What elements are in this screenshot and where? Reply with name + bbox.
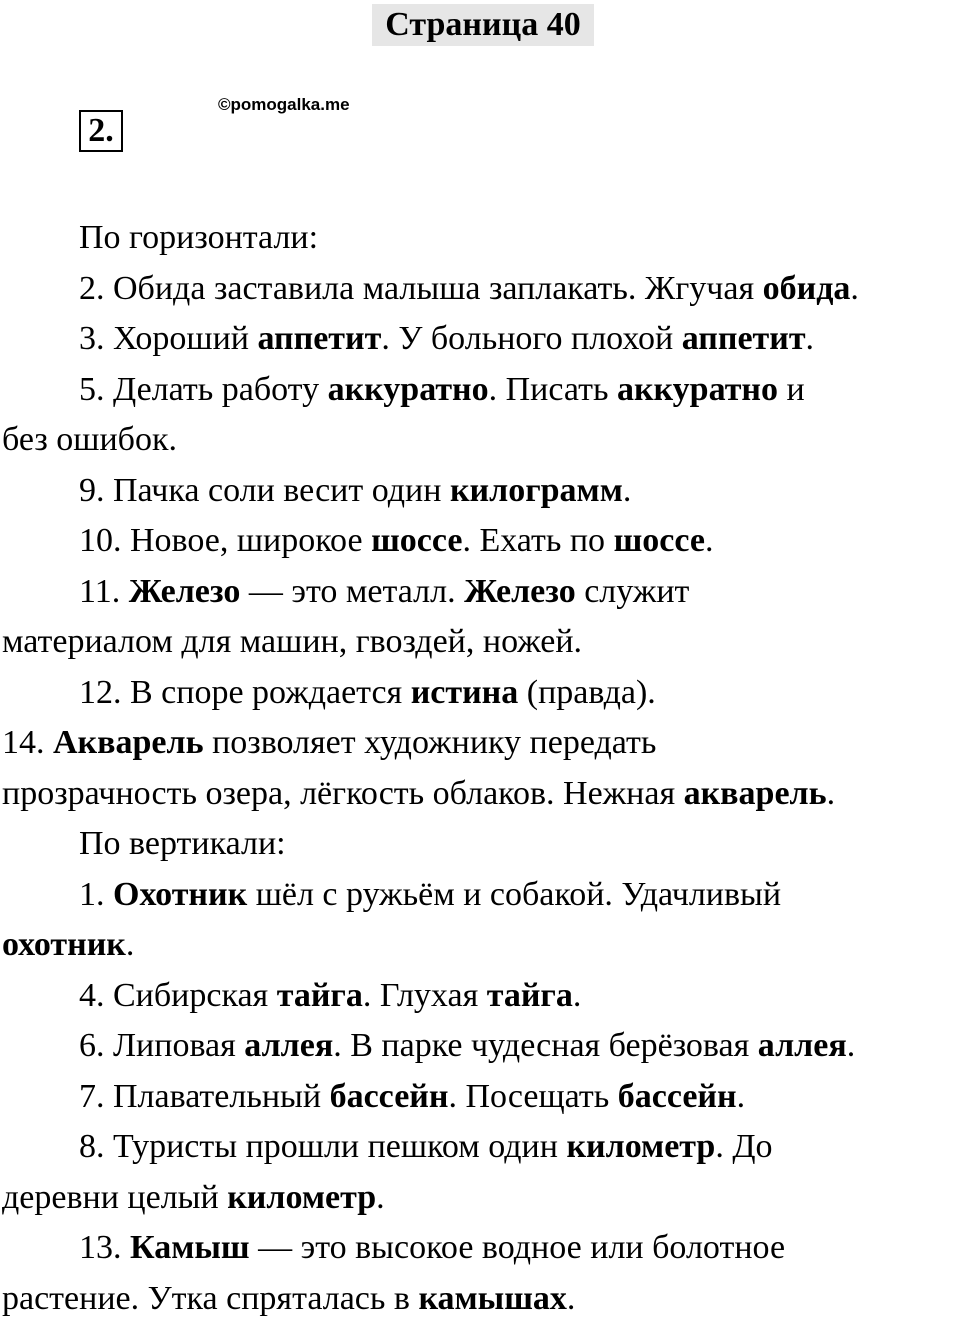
text-fragment: — это металл. — [240, 573, 464, 610]
answer-word: километр — [227, 1179, 376, 1216]
answer-word: Акварель — [53, 724, 204, 761]
text-fragment: . Глухая — [363, 977, 487, 1014]
text-fragment: . — [705, 522, 714, 559]
text-fragment: без ошибок. — [2, 421, 177, 458]
text-fragment: По вертикали: — [79, 825, 286, 862]
text-fragment: прозрачность озера, лёгкость облаков. Нежная — [2, 775, 684, 812]
text-fragment: . — [623, 472, 632, 509]
answer-word: обида — [763, 270, 851, 307]
text-line — [2, 1274, 960, 1324]
answer-word: аллея — [758, 1027, 847, 1064]
text-line — [2, 718, 960, 769]
text-fragment: растение. Утка спряталась в — [2, 1280, 418, 1317]
text-line — [2, 1173, 960, 1224]
answer-word: бассейн — [618, 1078, 737, 1115]
text-fragment: позволяет художнику передать — [204, 724, 657, 761]
text-fragment: . Ехать по — [462, 522, 613, 559]
answer-word: шоссе — [614, 522, 705, 559]
text-fragment: . Писать — [489, 371, 617, 408]
text-fragment: 8. Туристы прошли пешком один — [79, 1128, 566, 1165]
answer-text — [2, 213, 960, 1324]
text-line — [2, 264, 960, 315]
text-fragment: . — [847, 1027, 856, 1064]
text-line — [2, 769, 960, 820]
text-fragment: 13. — [79, 1229, 130, 1266]
answer-word: километр — [566, 1128, 715, 1165]
text-fragment: . — [573, 977, 582, 1014]
text-fragment: 9. Пачка соли весит один — [79, 472, 450, 509]
text-fragment: . — [376, 1179, 385, 1216]
text-line — [2, 617, 960, 668]
text-fragment: (правда). — [518, 674, 656, 711]
answer-word: аппетит — [257, 320, 381, 357]
text-line — [2, 819, 960, 870]
answer-word: истина — [411, 674, 519, 711]
answer-word: Железо — [129, 573, 241, 610]
text-fragment: 6. Липовая — [79, 1027, 244, 1064]
text-fragment: шёл с ружьём и собакой. Удачливый — [247, 876, 781, 913]
answer-word: аппетит — [682, 320, 806, 357]
text-fragment: 5. Делать работу — [79, 371, 328, 408]
text-fragment: 3. Хороший — [79, 320, 257, 357]
text-line — [2, 1072, 960, 1123]
text-line — [2, 314, 960, 365]
text-line — [2, 1223, 960, 1274]
text-line — [2, 1021, 960, 1072]
answer-word: Камыш — [130, 1229, 250, 1266]
text-fragment: . До — [715, 1128, 772, 1165]
answer-word: аккуратно — [328, 371, 489, 408]
text-line — [2, 1122, 960, 1173]
text-line — [2, 466, 960, 517]
text-fragment: материалом для машин, гвоздей, ножей. — [2, 623, 582, 660]
text-fragment: деревни целый — [2, 1179, 227, 1216]
answer-word: Железо — [464, 573, 576, 610]
text-fragment: служит — [576, 573, 690, 610]
watermark: ©pomogalka.me — [218, 94, 350, 116]
text-line — [2, 415, 960, 466]
answer-word: килограмм — [450, 472, 623, 509]
answer-word: аллея — [244, 1027, 333, 1064]
text-fragment: 1. — [79, 876, 113, 913]
text-fragment: 7. Плавательный — [79, 1078, 330, 1115]
text-fragment: и — [778, 371, 805, 408]
answer-word: охотник — [2, 926, 126, 963]
text-line — [2, 516, 960, 567]
text-line — [2, 213, 960, 264]
answer-word: тайга — [487, 977, 573, 1014]
text-fragment: 4. Сибирская — [79, 977, 277, 1014]
text-line — [2, 365, 960, 416]
answer-word: бассейн — [330, 1078, 449, 1115]
answer-word: камышах — [418, 1280, 566, 1317]
text-fragment: . В парке чудесная берёзовая — [333, 1027, 758, 1064]
page-title: Страница 40 — [372, 4, 594, 46]
text-fragment: . — [850, 270, 859, 307]
text-line — [2, 668, 960, 719]
text-fragment: . — [806, 320, 815, 357]
answer-word: акварель — [684, 775, 827, 812]
text-line — [2, 971, 960, 1022]
text-fragment: 14. — [2, 724, 53, 761]
task-number: 2. — [79, 110, 123, 152]
text-fragment: 12. В споре рождается — [79, 674, 411, 711]
text-fragment: — это высокое водное или болотное — [250, 1229, 785, 1266]
answer-word: тайга — [277, 977, 363, 1014]
text-fragment: . Посещать — [448, 1078, 617, 1115]
answer-word: Охотник — [113, 876, 247, 913]
text-fragment: . — [126, 926, 135, 963]
text-line — [2, 920, 960, 971]
text-line — [2, 870, 960, 921]
text-fragment: . — [737, 1078, 746, 1115]
answer-word: аккуратно — [617, 371, 778, 408]
text-fragment: . У больного плохой — [381, 320, 681, 357]
answer-word: шоссе — [371, 522, 462, 559]
text-line — [2, 567, 960, 618]
text-fragment: . — [567, 1280, 576, 1317]
text-fragment: 10. Новое, широкое — [79, 522, 371, 559]
text-fragment: . — [827, 775, 836, 812]
text-fragment: 2. Обида заставила малыша заплакать. Жгучая — [79, 270, 763, 307]
text-fragment: 11. — [79, 573, 129, 610]
text-fragment: По горизонтали: — [79, 219, 318, 256]
